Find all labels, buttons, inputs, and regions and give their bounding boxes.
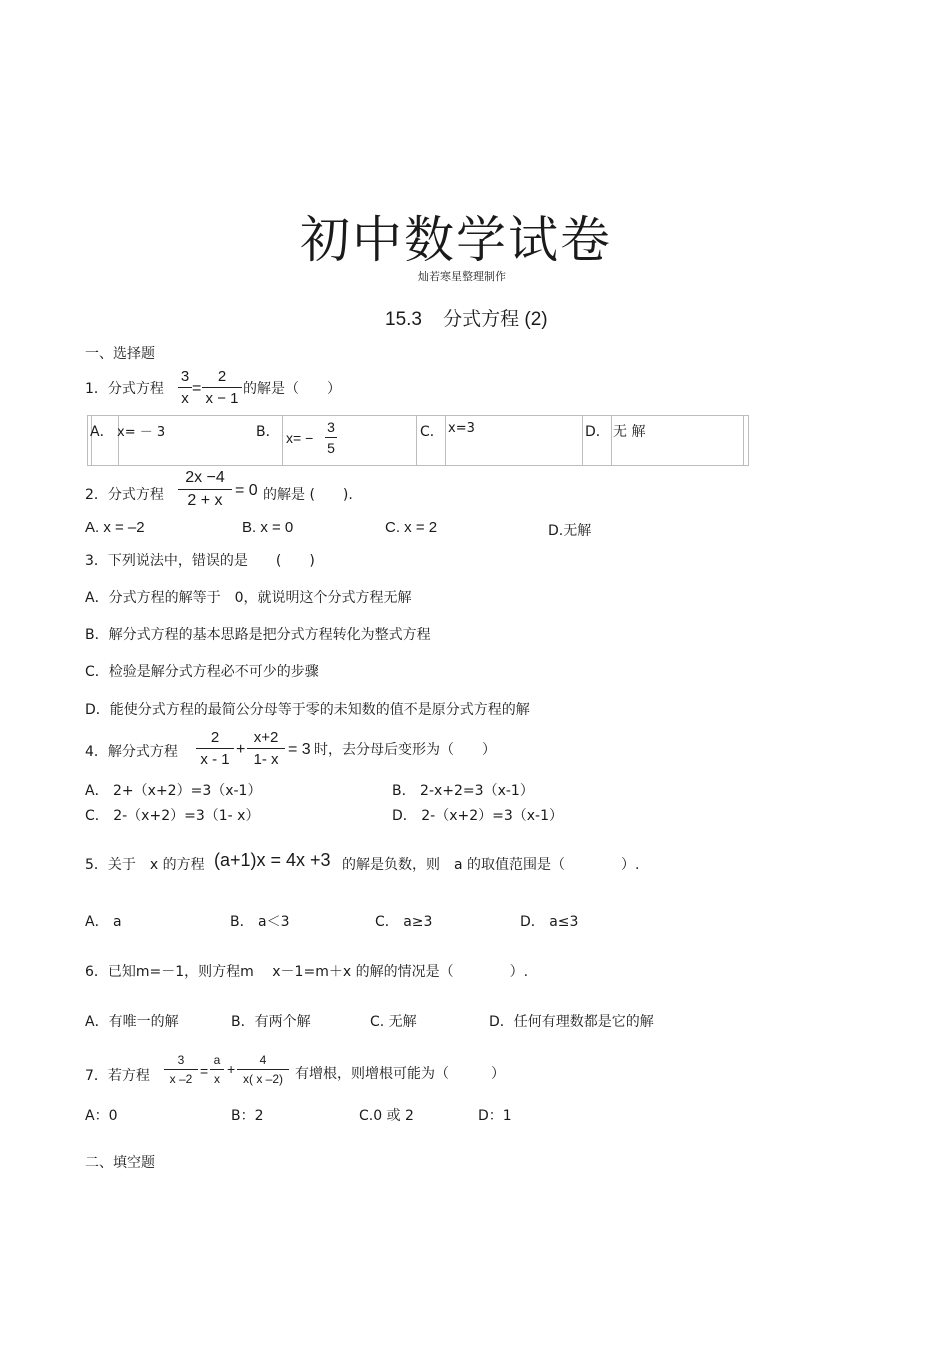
q7-plus: + xyxy=(227,1061,236,1077)
q6-option-d: D．任何有理数都是它的解 xyxy=(489,1014,654,1030)
q7-suffix: 有增根，则增根可能为（ ） xyxy=(295,1066,505,1082)
q4-f1-den: x - 1 xyxy=(200,751,230,768)
q4-equals: = 3 xyxy=(288,741,311,758)
q5-option-d: D． a≤3 xyxy=(520,914,579,930)
q5-option-b: B． a＜3 xyxy=(230,914,290,930)
q7-f2-num: a xyxy=(213,1053,221,1067)
page-title: 初中数学试卷 xyxy=(300,211,612,269)
q6-stem: 6．已知m=－1，则方程m x－1=m＋x 的解的情况是（ ）. xyxy=(85,964,529,980)
page-subtitle: 灿若寒星整理制作 xyxy=(418,270,506,283)
q4-suffix: 时，去分母后变形为（ ） xyxy=(314,742,496,758)
q4-fraction-1 xyxy=(196,729,234,768)
q4-option-b: B． 2-x+2=3（x-1） xyxy=(392,783,534,799)
q7-option-c: C.0 或 2 xyxy=(359,1108,414,1124)
fraction-bar xyxy=(210,1069,224,1070)
lesson-title: 15.3 分式方程 (2) xyxy=(385,309,548,330)
q3-option-a: A．分式方程的解等于 0，就说明这个分式方程无解 xyxy=(85,590,412,606)
q7-fraction-3 xyxy=(237,1053,289,1086)
q7-f1-num: 3 xyxy=(177,1053,185,1067)
fraction-bar xyxy=(178,489,232,490)
q7-equals: = xyxy=(200,1063,209,1079)
q3-option-c: C．检验是解分式方程必不可少的步骤 xyxy=(85,664,319,680)
fraction-bar xyxy=(178,387,192,388)
q1-fraction-right xyxy=(202,368,242,407)
q7-option-d: D：1 xyxy=(478,1108,512,1124)
section-heading-fill: 二、填空题 xyxy=(85,1155,155,1171)
q1-option-c-label: C． xyxy=(420,424,444,440)
q2-den: 2 + x xyxy=(187,492,223,509)
q5-suffix: 的解是负数，则 a 的取值范围是（ ）. xyxy=(342,857,640,873)
q4-plus: + xyxy=(236,741,246,758)
table-divider xyxy=(582,416,583,465)
q1-option-d-label: D． xyxy=(585,424,610,440)
q2-option-a: A. x = –2 xyxy=(85,519,145,536)
q1-prefix: 1．分式方程 xyxy=(85,381,164,397)
q7-f3-den: x( x –2) xyxy=(242,1072,283,1086)
q4-option-a: A． 2+（x+2）=3（x-1） xyxy=(85,783,262,799)
q3-option-b: B．解分式方程的基本思路是把分式方程转化为整式方程 xyxy=(85,627,431,643)
q1-lhs-den: x xyxy=(181,390,189,407)
q7-fraction-2 xyxy=(210,1053,224,1086)
q5-prefix: 5．关于 x 的方程 xyxy=(85,857,205,873)
q7-f3-num: 4 xyxy=(259,1053,267,1067)
q4-fraction-2 xyxy=(247,729,285,768)
q2-num: 2x −4 xyxy=(185,469,225,486)
q3-option-d: D．能使分式方程的最简公分母等于零的未知数的值不是原分式方程的解 xyxy=(85,702,530,718)
q6-option-c: C. 无解 xyxy=(370,1014,417,1030)
q1-option-b-fraction xyxy=(325,419,337,456)
fraction-bar xyxy=(247,748,285,749)
q1-option-b-num: 3 xyxy=(327,419,335,435)
q1-option-c-value: x=3 xyxy=(448,421,475,436)
q2-fraction xyxy=(178,469,232,510)
q4-f2-num: x+2 xyxy=(253,729,279,746)
fraction-bar xyxy=(237,1069,289,1070)
table-divider xyxy=(416,416,417,465)
q1-rhs-den: x − 1 xyxy=(205,390,239,407)
q4-option-c: C． 2-（x+2）=3（1- x） xyxy=(85,808,260,824)
table-divider xyxy=(445,416,446,465)
q7-option-a: A：0 xyxy=(85,1108,118,1124)
q2-option-b: B. x = 0 xyxy=(242,519,294,536)
q6-option-b: B．有两个解 xyxy=(231,1014,311,1030)
fraction-bar xyxy=(196,748,234,749)
q7-fraction-1 xyxy=(164,1053,198,1086)
q2-suffix: 的解是 ( ). xyxy=(263,487,353,503)
q1-lhs-num: 3 xyxy=(180,368,190,385)
q1-suffix: 的解是（ ） xyxy=(243,381,341,397)
q1-option-a-label: A． xyxy=(90,424,114,440)
fraction-bar xyxy=(325,437,337,438)
q1-rhs-num: 2 xyxy=(217,368,227,385)
section-heading-choice: 一、选择题 xyxy=(85,346,155,362)
q1-option-b-den: 5 xyxy=(327,440,335,456)
fraction-bar xyxy=(164,1069,198,1070)
q5-option-a: A． a xyxy=(85,914,122,930)
q2-option-d: D.无解 xyxy=(548,523,592,539)
table-divider xyxy=(282,416,283,465)
q1-option-a-value: x= － 3 xyxy=(117,425,166,440)
q1-options-table xyxy=(87,415,749,466)
q1-option-b-label: B． xyxy=(256,424,280,440)
q1-option-b-prefix: x= − xyxy=(286,430,314,446)
q5-option-c: C． a≥3 xyxy=(375,914,433,930)
q7-option-b: B：2 xyxy=(231,1108,264,1124)
q6-option-a: A．有唯一的解 xyxy=(85,1014,179,1030)
q3-stem: 3．下列说法中，错误的是 ( ) xyxy=(85,553,315,569)
q1-fraction-left xyxy=(178,368,192,407)
q2-prefix: 2．分式方程 xyxy=(85,487,164,503)
q2-equals: = 0 xyxy=(235,482,258,499)
q4-prefix: 4．解分式方程 xyxy=(85,744,178,760)
q4-f2-den: 1- x xyxy=(253,751,279,768)
q7-f1-den: x –2 xyxy=(169,1072,193,1086)
fraction-bar xyxy=(202,387,242,388)
q4-option-d: D． 2-（x+2）=3（x-1） xyxy=(392,808,563,824)
q7-prefix: 7．若方程 xyxy=(85,1068,150,1084)
table-divider xyxy=(611,416,612,465)
q2-option-c: C. x = 2 xyxy=(385,519,438,536)
q5-equation: (a+1)x = 4x +3 xyxy=(214,850,331,870)
q1-equals: = xyxy=(192,380,202,397)
q4-f1-num: 2 xyxy=(210,729,220,746)
q1-option-d-value: 无 解 xyxy=(613,424,646,440)
table-divider xyxy=(743,416,744,465)
q7-f2-den: x xyxy=(214,1072,220,1086)
